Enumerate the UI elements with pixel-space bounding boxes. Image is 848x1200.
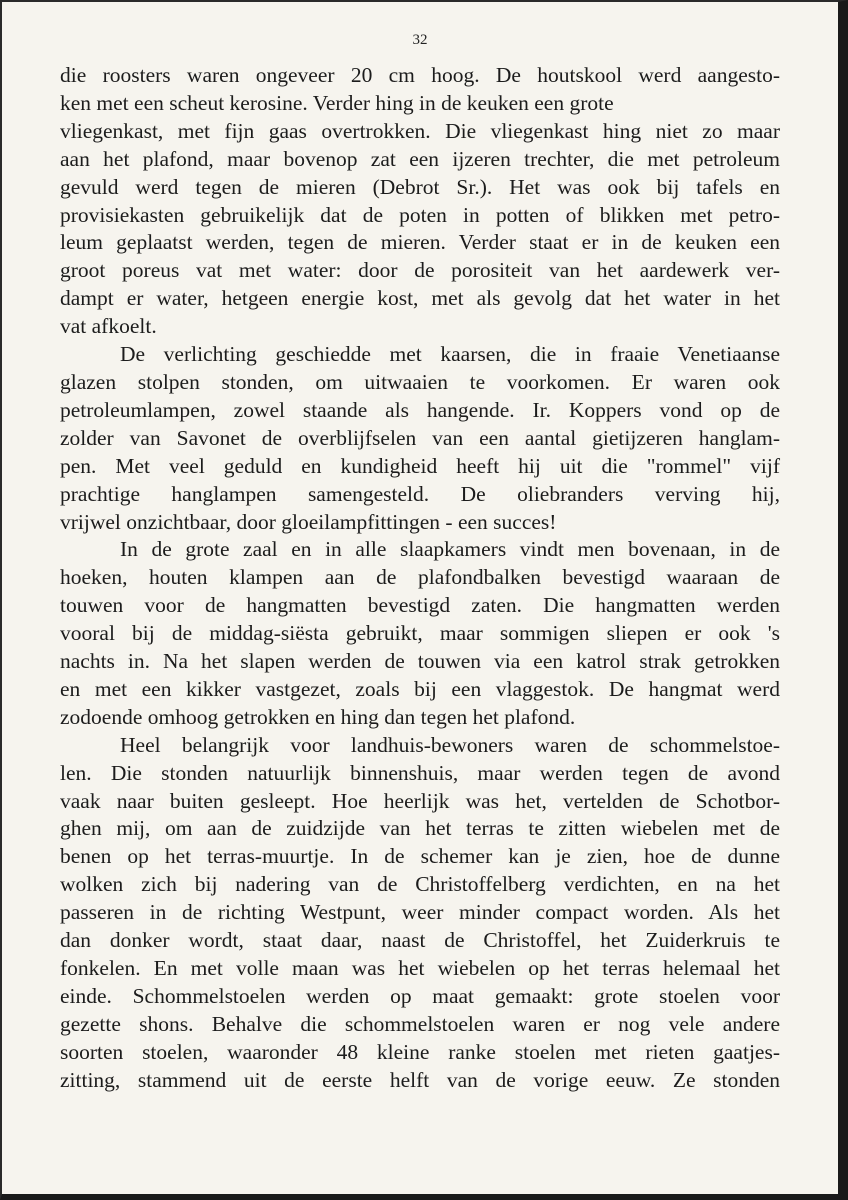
text-line: wolken zich bij nadering van de Christoffelberg verdichten, en na het [60, 872, 780, 897]
text-line: touwen voor de hangmatten bevestigd zaten. Die hangmatten werden [60, 593, 780, 618]
text-line: provisiekasten gebruikelijk dat de poten in potten of blikken met petro- [60, 202, 780, 227]
text-line: die roosters waren ongeveer 20 cm hoog. De houtskool werd aangesto- [60, 63, 780, 87]
page-number: 32 [412, 32, 428, 48]
text-line: hoeken, houten klampen aan de plafondbalken bevestigd waaraan de [60, 565, 780, 590]
text-line: gevuld werd tegen de mieren (Debrot Sr.). Het was ook bij tafels en [60, 174, 780, 199]
text-line: en met een kikker vastgezet, zoals bij een vlaggestok. De hangmat werd [60, 676, 780, 701]
text-line: aan het plafond, maar bovenop zat een ijzeren trechter, die met petroleum [60, 146, 780, 171]
text-line: nachts in. Na het slapen werden de touwen via een katrol strak getrokken [60, 649, 780, 674]
body-text [60, 62, 780, 1095]
text-line: dampt er water, hetgeen energie kost, met als gevolg dat het water in het [60, 286, 780, 311]
text-line: fonkelen. En met volle maan was het wiebelen op het terras helemaal het [60, 956, 780, 980]
text-line: soorten stoelen, waaronder 48 kleine ranke stoelen met rieten gaatjes- [60, 1039, 780, 1064]
text-line: pen. Met veel geduld en kundigheid heeft hij uit die "rommel" vijf [60, 453, 780, 478]
text-line: In de grote zaal en in alle slaapkamers vindt men bovenaan, in de [120, 537, 780, 562]
text-line: benen op het terras-muurtje. In de schemer kan je zien, hoe de dunne [60, 844, 780, 869]
text-line: Heel belangrijk voor landhuis-bewoners waren de schommelstoe- [120, 732, 780, 757]
text-line: groot poreus vat met water: door de porositeit van het aardewerk ver- [60, 258, 780, 283]
text-line: zitting, stammend uit de eerste helft van de vorige eeuw. Ze stonden [60, 1067, 780, 1092]
text-line: De verlichting geschiedde met kaarsen, die in fraaie Venetiaanse [120, 342, 780, 367]
text-line: len. Die stonden natuurlijk binnenshuis, maar werden tegen de avond [60, 760, 780, 785]
text-line: leum geplaatst werden, tegen de mieren. Verder staat er in de keuken een [60, 230, 780, 255]
text-line: vliegenkast, met fijn gaas overtrokken. Die vliegenkast hing niet zo maar [60, 118, 780, 143]
text-line: gezette shons. Behalve die schommelstoelen waren er nog vele andere [60, 1011, 780, 1036]
text-line: dan donker wordt, staat daar, naast de Christoffel, het Zuiderkruis te [60, 928, 780, 953]
text-line: ken met een scheut kerosine. Verder hing in de keuken een grote [60, 90, 614, 115]
text-line: zolder van Savonet de overblijfselen van een aantal gietijzeren hanglam- [60, 425, 780, 450]
text-line: vooral bij de middag-siësta gebruikt, maar sommigen sliepen er ook 's [60, 621, 780, 646]
text-line: petroleumlampen, zowel staande als hangende. Ir. Koppers vond op de [60, 397, 780, 422]
text-line: vaak naar buiten gesleept. Hoe heerlijk was het, vertelden de Schotbor- [60, 788, 780, 813]
text-line: einde. Schommelstoelen werden op maat gemaakt: grote stoelen voor [60, 983, 780, 1008]
text-line: vat afkoelt. [60, 314, 157, 339]
text-line: glazen stolpen stonden, om uitwaaien te voorkomen. Er waren ook [60, 369, 780, 394]
text-line: vrijwel onzichtbaar, door gloeilampfittingen - een succes! [60, 509, 557, 534]
text-line: ghen mij, om aan de zuidzijde van het terras te zitten wiebelen met de [60, 816, 780, 841]
text-line: passeren in de richting Westpunt, weer minder compact worden. Als het [60, 900, 780, 925]
text-line: prachtige hanglampen samengesteld. De oliebranders verving hij, [60, 481, 780, 506]
text-line: zodoende omhoog getrokken en hing dan tegen het plafond. [60, 704, 576, 729]
